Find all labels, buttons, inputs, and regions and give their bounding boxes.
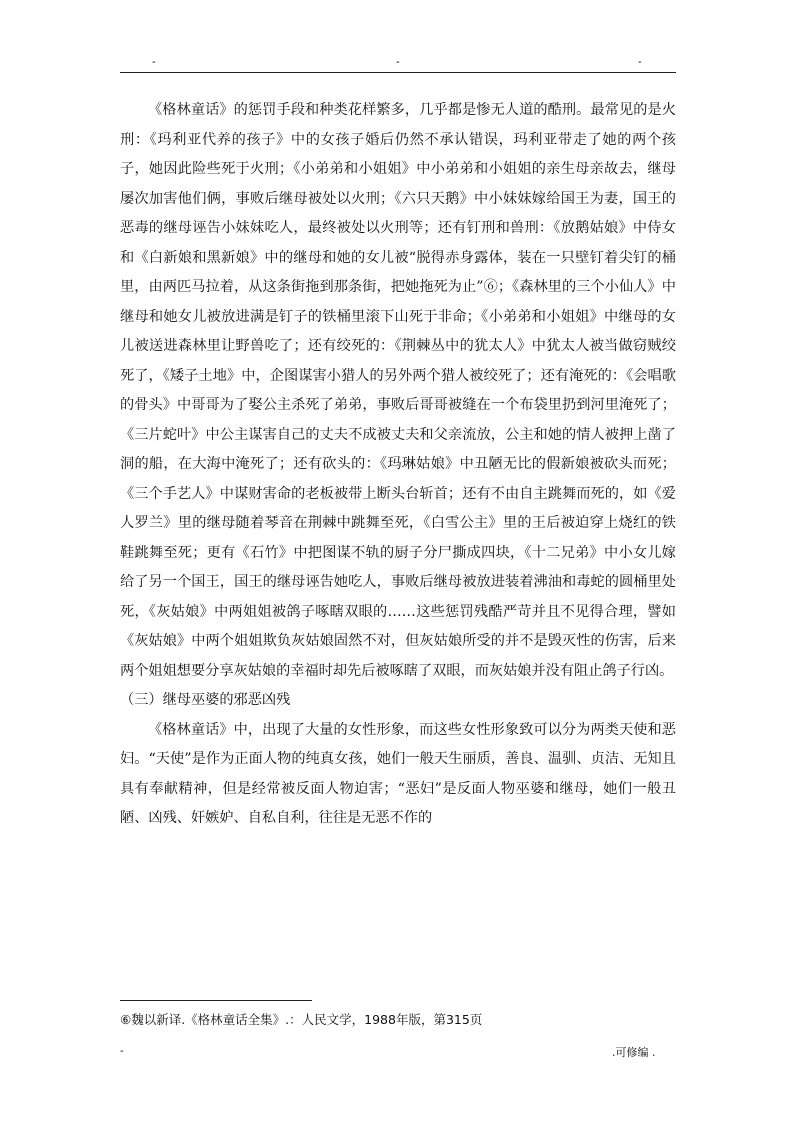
footnote-divider <box>120 1000 312 1001</box>
footer-editable-note: .可修编 . <box>612 1046 656 1059</box>
page-header <box>120 50 676 73</box>
footnote: ⑥魏以新译.《格林童话全集》.：人民文学，1988年版，第315页 <box>120 1012 483 1027</box>
header-center-mark: - <box>396 55 400 68</box>
body-paragraph-1: 《格林童话》的惩罚手段和种类花样繁多，几乎都是惨无人道的酷刑。最常见的是火刑：《玛利亚代养的孩子》中的女孩子婚后仍然不承认错误，玛利亚带走了她的两个孩子，她因此险些死于火刑；《小弟弟和小姐姐》中小弟弟和小姐姐的亲生母亲故去，继母屡次加害他们俩，事败后继母被处以火刑；《六只天鹅》中小妹妹嫁给国王为妻，国王的恶毒的继母诬告小妹妹吃人，最终被处以火刑等；还有钉刑和兽刑：《放鹅姑娘》中侍女和《白新娘和黑新娘》中的继母和她的女儿被“脱得赤身露体，装在一只壁钉着尖钉的桶里，由两匹马拉着，从这条街拖到那条街，把她拖死为止”⑥；《森林里的三个小仙人》中继母和她女儿被放进满是钉子的铁桶里滚下山死于非命；《小弟弟和小姐姐》中继母的女儿被送进森林里让野兽吃了；还有绞死的：《荆棘丛中的犹太人》中犹太人被当做窃贼绞死了，《矮子土地》中，企图谋害小猎人的另外两个猎人被绞死了；还有淹死的：《会唱歌的骨头》中哥哥为了娶公主杀死了弟弟，事败后哥哥被缝在一个布袋里扔到河里淹死了；《三片蛇叶》中公主谋害自己的丈夫不成被丈夫和父亲流放，公主和她的情人被押上凿了洞的船，在大海中淹死了；还有砍头的：《玛琳姑娘》中丑陋无比的假新娘被砍头而死；《三个手艺人》中谋财害命的老板被带上断头台斩首；还有不由自主跳舞而死的，如《爱人罗兰》里的继母随着琴音在荆棘中跳舞至死，《白雪公主》里的王后被迫穿上烧红的铁鞋跳舞至死；更有《石竹》中把图谋不轨的厨子分尸撕成四块，《十二兄弟》中小女儿嫁给了另一个国王，国王的继母诬告她吃人，事败后继母被放进装着沸油和毒蛇的圆桶里处死，《灰姑娘》中两姐姐被鸽子啄瞎双眼的……这些惩罚残酷严苛并且不见得合理，譬如《灰姑娘》中两个姐姐欺负灰姑娘固然不对，但灰姑娘所受的并不是毁灭性的伤害，后来两个姐姐想要分享灰姑娘的幸福时却先后被啄瞎了双眼，而灰姑娘并没有阻止鸽子行凶。 <box>120 102 676 679</box>
header-right-mark: - <box>638 55 642 68</box>
main-content <box>120 96 676 834</box>
body-paragraph-2: 《格林童话》中，出现了大量的女性形象，而这些女性形象致可以分为两类天使和恶妇。“天使”是作为正面人物的纯真女孩，她们一般天生丽质，善良、温驯、贞洁、无知且具有奉献精神，但是经常被反面人物迫害；“恶妇”是反面人物巫婆和继母，她们一般丑陋、凶残、奸嫉妒、自私自利，往往是无恶不作的 <box>120 721 676 826</box>
section-heading: （三）继母巫婆的邪恶凶残 <box>120 692 291 708</box>
header-left-mark: - <box>152 55 156 68</box>
footer-left-mark: - <box>120 1044 124 1057</box>
